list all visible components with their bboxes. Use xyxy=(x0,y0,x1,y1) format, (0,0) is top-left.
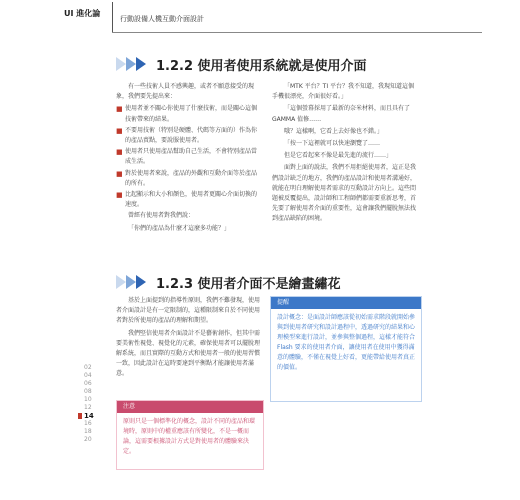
paragraph: 「按一下這裡就可以快速瀏覽了…… xyxy=(284,140,381,148)
section-heading-1-2-2 xyxy=(116,54,367,74)
list-item: ■ 不要用技術（特別是硬體、代碼等方面的）作為你的產品賣點，要說服使用者。 xyxy=(116,126,258,145)
page-number: 08 xyxy=(84,388,92,395)
intro-paragraph: 有一些技術人員不感興趣，或者不願意接受的現象，我們要先提出來： xyxy=(116,83,255,101)
principle-list xyxy=(116,104,262,210)
bullet-icon: ■ xyxy=(116,169,123,178)
paragraph: 但是它看起來不像是最先進的流行……」 xyxy=(284,152,393,160)
series-name: UI 進化論 xyxy=(64,9,101,18)
paragraph: 哦？這樣啊，它看上去好像也不錯。」 xyxy=(284,127,384,135)
page-number: 18 xyxy=(84,428,92,435)
right-column xyxy=(272,82,418,227)
bullet-icon: ■ xyxy=(116,148,123,157)
list-item: ■ 比起顯示和大小和顏色，使用者更關心介面切換的速度。 xyxy=(116,191,258,209)
closing-paragraph: 曾經有使用者對我們說： xyxy=(128,212,195,220)
book-title: 行動設備人機互動介面設計 xyxy=(120,15,204,23)
section-heading-1-2-3 xyxy=(116,272,341,292)
note-header: 注意 xyxy=(117,401,263,413)
running-header xyxy=(64,8,484,30)
note-text: 原則只是一個標準化的概念，設計不同的產品和環境時，原則中的權重應該有所變化，不是一概而論，這需要根據設計方式是對使用者的體驗來決定。 xyxy=(123,418,256,455)
paragraph: 基於上面提到的指導性原則，我們不難發現，使用者介面設計是有一定限制的，這種限制來自於不同使用者對於所使用的產品的理解和期望。 xyxy=(116,297,261,325)
list-item: ■ 使用者只使用產品幫助自己生活，不會特別產品當成生活。 xyxy=(116,148,258,166)
page-number: 12 xyxy=(84,404,92,411)
page-number: 02 xyxy=(84,364,92,371)
left-column-2 xyxy=(116,296,262,382)
bullet-icon: ■ xyxy=(116,191,123,200)
page-number: 10 xyxy=(84,396,92,403)
section-title: 1.2.3 使用者介面不是繪畫繡花 xyxy=(156,276,341,292)
chevron-arrows-icon xyxy=(116,272,150,292)
paragraph: 「MTK 平台？TI 平台？我不知道，我現知道這個手機很漂亮，介面很好看。」 xyxy=(272,83,415,101)
current-page-marker xyxy=(78,413,82,419)
paragraph: 我們堅信使用者介面設計不是藝術創作，但其中需要美術性視覺、視覺化的元素，確保使用者可以擺脫理解系統，而且實際的互動方式和使用者一般的使用習慣一致，因此設計在這時要達到平衡點才能讓使用者滿意。 xyxy=(116,329,261,378)
tip-header: 提醒 xyxy=(271,297,421,309)
bullet-icon: ■ xyxy=(116,105,123,114)
list-item: ■ 使用者並不關心你使用了什麼技術，而是關心這個技術帶來的結果。 xyxy=(116,105,258,123)
page-number: 20 xyxy=(84,436,92,443)
page-index xyxy=(84,364,104,444)
header-rule xyxy=(112,32,482,33)
tip-text: 設計概念：是面設計師應該從初始需求階段就開始參與到使用者研究和設計過程中，透過研究的結果和心理模型來進行設計，並參與整個過程，這樣才能符合 Flash 要求的使用者介面，讓使用者在使用中獲得滿意的體驗，不僅在視覺上好看，更能帶給使用者真正的價值。 xyxy=(277,314,416,371)
page-number: 04 xyxy=(84,372,92,379)
note-box xyxy=(116,400,264,470)
paragraph: 面對上面的說法，我們不用拒絕使用者，這正是我們設計缺乏的地方，我們的產品設計和使用者溝通好，就能在明白理解使用者需求的互動設計方向上。這些問題被反覆提出，設計師和工程師們都需要重新思考，首先要了解使用者介面的重要性，這會讓我們擺脫無法找到產品缺陷的困境。 xyxy=(272,164,417,223)
current-page-number: 14 xyxy=(84,412,104,420)
tip-box xyxy=(270,296,422,402)
paragraph: 「這個螢幕採用了最新的奈米材料，而且具有了 GAMMA 值修…… xyxy=(272,105,411,123)
quote: 「你們的產品為什麼才這麼多功能？」 xyxy=(128,224,231,232)
bullet-icon: ■ xyxy=(116,126,123,135)
list-item: ■ 對於使用者來說，產品的外觀和互動介面等於產品的所有。 xyxy=(116,169,258,187)
header-divider xyxy=(112,2,113,32)
left-column xyxy=(116,82,262,236)
page-number: 16 xyxy=(84,420,92,427)
page-number: 06 xyxy=(84,380,92,387)
chevron-arrows-icon xyxy=(116,54,150,74)
section-title: 1.2.2 使用者使用系統就是使用介面 xyxy=(156,58,367,74)
